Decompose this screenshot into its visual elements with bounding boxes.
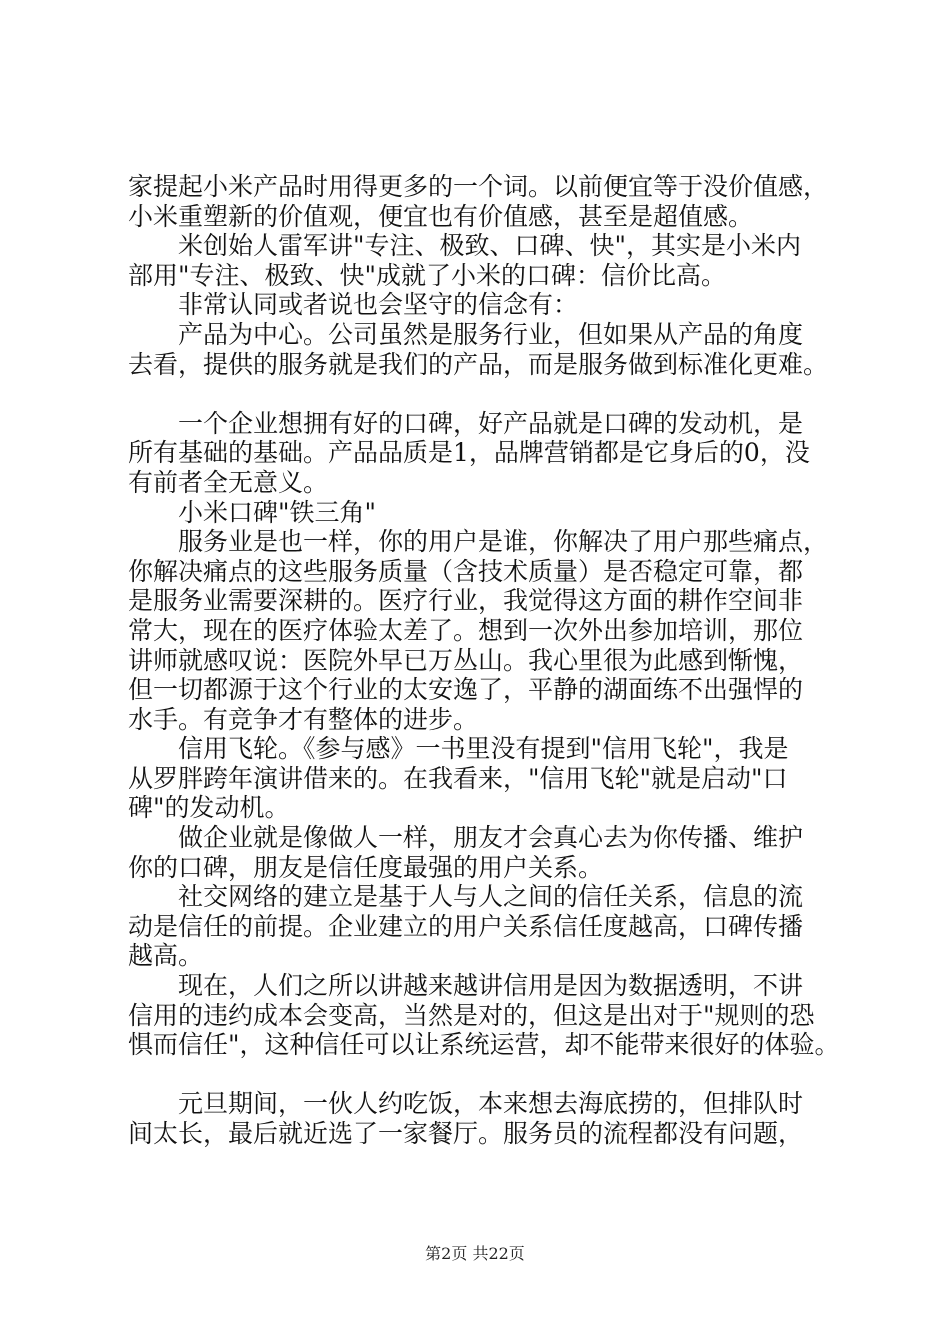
text-line: 常大，现在的医疗体验太差了。想到一次外出参加培训，那位 [128,615,804,645]
text-line: 是服务业需要深耕的。医疗行业，我觉得这方面的耕作空间非 [128,586,804,616]
text-line: 产品为中心。公司虽然是服务行业，但如果从产品的角度 [178,319,804,349]
text-line: 动是信任的前提。企业建立的用户关系信任度越高，口碑传播 [128,911,804,941]
text-line: 你解决痛点的这些服务质量（含技术质量）是否稳定可靠，都 [128,556,804,586]
text-line: 去看，提供的服务就是我们的产品，而是服务做到标准化更难。 [128,349,829,379]
text-line: 所有基础的基础。产品品质是1，品牌营销都是它身后的0，没 [128,438,810,468]
text-line: 现在，人们之所以讲越来越讲信用是因为数据透明，不讲 [178,971,804,1001]
paragraph-gap [128,1060,848,1090]
text-line: 从罗胖跨年演讲借来的。在我看来，"信用飞轮"就是启动"口 [128,763,788,793]
document-body [128,172,848,1149]
text-line: 社交网络的建立是基于人与人之间的信任关系，信息的流 [178,882,804,912]
text-line: 做企业就是像做人一样，朋友才会真心去为你传播、维护 [178,823,804,853]
text-line: 惧而信任"，这种信任可以让系统运营，却不能带来很好的体验。 [128,1030,840,1060]
text-line: 但一切都源于这个行业的太安逸了，平静的湖面练不出强悍的 [128,675,804,705]
text-line: 信用飞轮。《参与感》一书里没有提到"信用飞轮"，我是 [178,734,789,764]
text-line: 一个企业想拥有好的口碑，好产品就是口碑的发动机，是 [178,408,804,438]
text-line: 元旦期间，一伙人约吃饭，本来想去海底捞的，但排队时 [178,1089,804,1119]
text-line: 家提起小米产品时用得更多的一个词。以前便宜等于没价值感， [128,172,829,201]
text-line: 部用"专注、极致、快"成就了小米的口碑：信价比高。 [128,260,727,290]
text-line: 碑"的发动机。 [128,793,290,823]
text-line: 米创始人雷军讲"专注、极致、口碑、快"，其实是小米内 [178,231,802,261]
text-line: 小米口碑"铁三角" [178,497,376,527]
paragraph-gap [128,379,848,409]
text-line: 信用的违约成本会变高，当然是对的，但这是出对于"规则的恐 [128,1000,815,1030]
text-line: 讲师就感叹说：医院外早已万丛山。我心里很为此感到惭愧， [128,645,804,675]
text-line: 非常认同或者说也会坚守的信念有： [178,290,579,320]
text-line: 小米重塑新的价值观，便宜也有价值感，甚至是超值感。 [128,201,754,231]
text-line: 你的口碑，朋友是信任度最强的用户关系。 [128,852,604,882]
text-line: 水手。有竞争才有整体的进步。 [128,704,479,734]
page-number-footer: 第2页 共22页 [425,1244,525,1263]
text-line: 服务业是也一样，你的用户是谁，你解决了用户那些痛点， [178,527,829,557]
text-line: 越高。 [128,941,204,971]
text-line: 间太长，最后就近选了一家餐厅。服务员的流程都没有问题， [128,1119,804,1148]
text-line: 有前者全无意义。 [128,467,329,497]
